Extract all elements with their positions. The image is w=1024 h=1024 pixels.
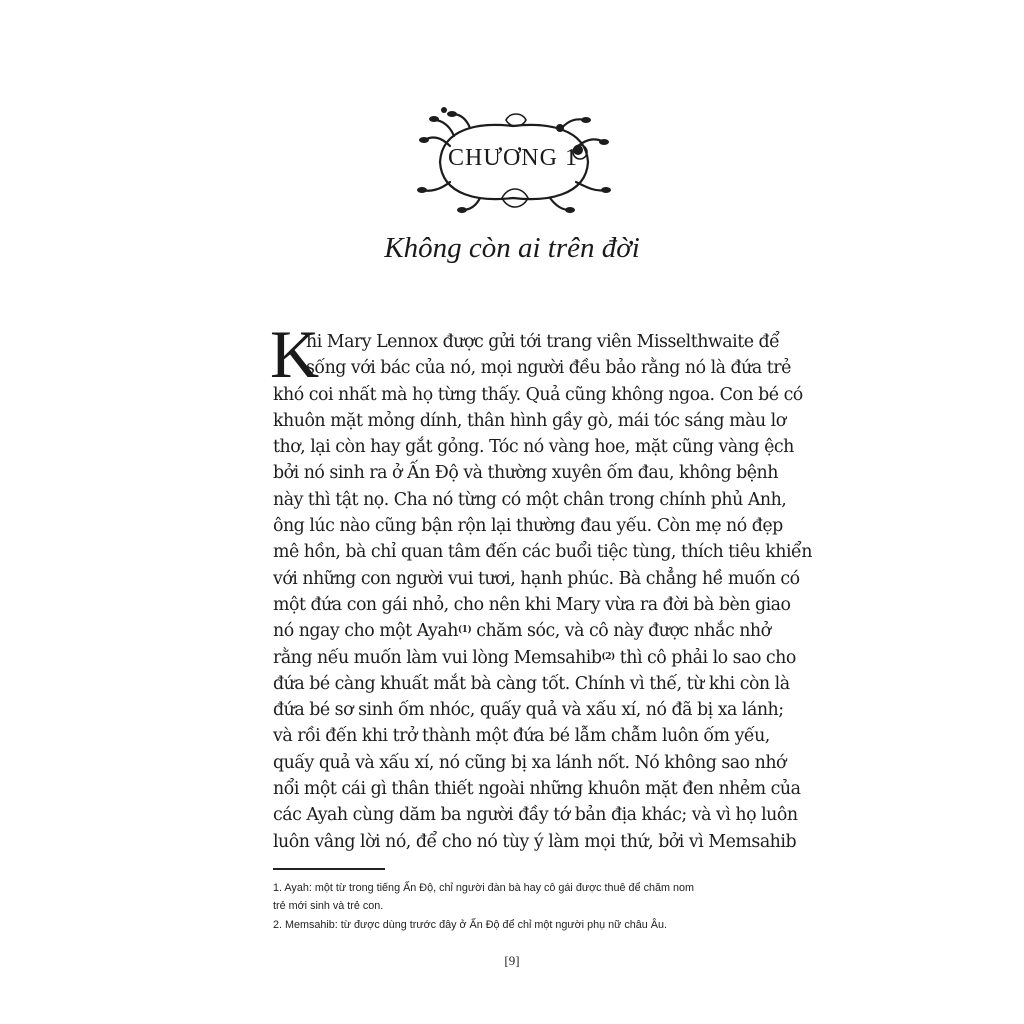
- footnote-ref-2: (2): [601, 651, 615, 662]
- body-line: đứa bé sơ sinh ốm nhóc, quấy quả và xấu xí, nó đã bị xa lánh;: [273, 700, 784, 721]
- chapter-title: Không còn ai trên đời: [384, 232, 640, 264]
- body-line: đứa bé càng khuất mắt bà càng tốt. Chính vì thế, từ khi còn là: [273, 673, 790, 694]
- body-line: [273, 618, 781, 644]
- body-line: mê hồn, bà chỉ quan tâm đến các buổi tiệc tùng, thích tiêu khiển: [273, 542, 812, 563]
- body-line: nổi một cái gì thân thiết ngoài những khuôn mặt đen nhẻm của: [273, 779, 801, 800]
- body-line: với những con người vui tươi, hạnh phúc. Bà chẳng hề muốn có: [273, 568, 800, 589]
- body-line-segment: nó ngay cho một Ayah: [273, 621, 458, 642]
- body-line: khuôn mặt mỏng dính, thân hình gầy gò, mái tóc sáng màu lơ: [273, 410, 786, 431]
- body-line-segment: chăm sóc, và cô này được nhắc nhở: [471, 621, 771, 642]
- drop-cap: K: [270, 316, 320, 392]
- body-line: một đứa con gái nhỏ, cho nên khi Mary vừa ra đời bà bèn giao: [273, 594, 791, 615]
- body-line: luôn vâng lời nó, để cho nó tùy ý làm mọi thứ, bởi vì Memsahib: [273, 831, 797, 852]
- body-line: này thì tật nọ. Cha nó từng có một chân trong chính phủ Anh,: [273, 489, 787, 510]
- footnote-divider: [273, 868, 385, 870]
- body-line: [273, 645, 796, 671]
- body-line: quấy quả và xấu xí, nó cũng bị xa lánh nốt. Nó không sao nhớ: [273, 752, 787, 773]
- body-line: các Ayah cùng dăm ba người đầy tớ bản địa khác; và vì họ luôn: [273, 805, 798, 826]
- chapter-label: CHƯƠNG 1: [448, 145, 578, 171]
- body-line: khó coi nhất mà họ từng thấy. Quả cũng không ngoa. Con bé có: [273, 384, 803, 405]
- body-line: thơ, lại còn hay gắt gỏng. Tóc nó vàng hoe, mặt cũng vàng ệch: [273, 437, 794, 458]
- body-line: và rồi đến khi trở thành một đứa bé lẫm chẫm luôn ốm yếu,: [273, 726, 770, 747]
- footnote-2: 2. Memsahib: từ được dùng trước đây ở Ấn Độ để chỉ một người phụ nữ châu Âu.: [273, 919, 667, 931]
- body-text: [273, 329, 812, 855]
- footnotes: [273, 879, 773, 934]
- body-line: sống với bác của nó, mọi người đều bảo rằng nó là đứa trẻ: [306, 358, 791, 379]
- body-line: hi Mary Lennox được gửi tới trang viên Misselthwaite để: [306, 332, 780, 352]
- footnote-1: 1. Ayah: một từ trong tiếng Ấn Độ, chỉ người đàn bà hay cô gái được thuê để chăm nom: [273, 882, 694, 894]
- footnote-1-continued: trẻ mới sinh và trẻ con.: [273, 900, 384, 912]
- body-line: ông lúc nào cũng bận rộn lại thường đau yếu. Còn mẹ nó đẹp: [273, 516, 783, 537]
- page-number: [9]: [504, 953, 520, 968]
- body-line-segment: thì cô phải lo sao cho: [614, 647, 796, 668]
- footnote-ref-1: (1): [457, 625, 472, 636]
- body-line: bởi nó sinh ra ở Ấn Độ và thường xuyên ốm đau, không bệnh: [273, 463, 778, 484]
- body-line-segment: rằng nếu muốn làm vui lòng Memsahib: [273, 647, 602, 668]
